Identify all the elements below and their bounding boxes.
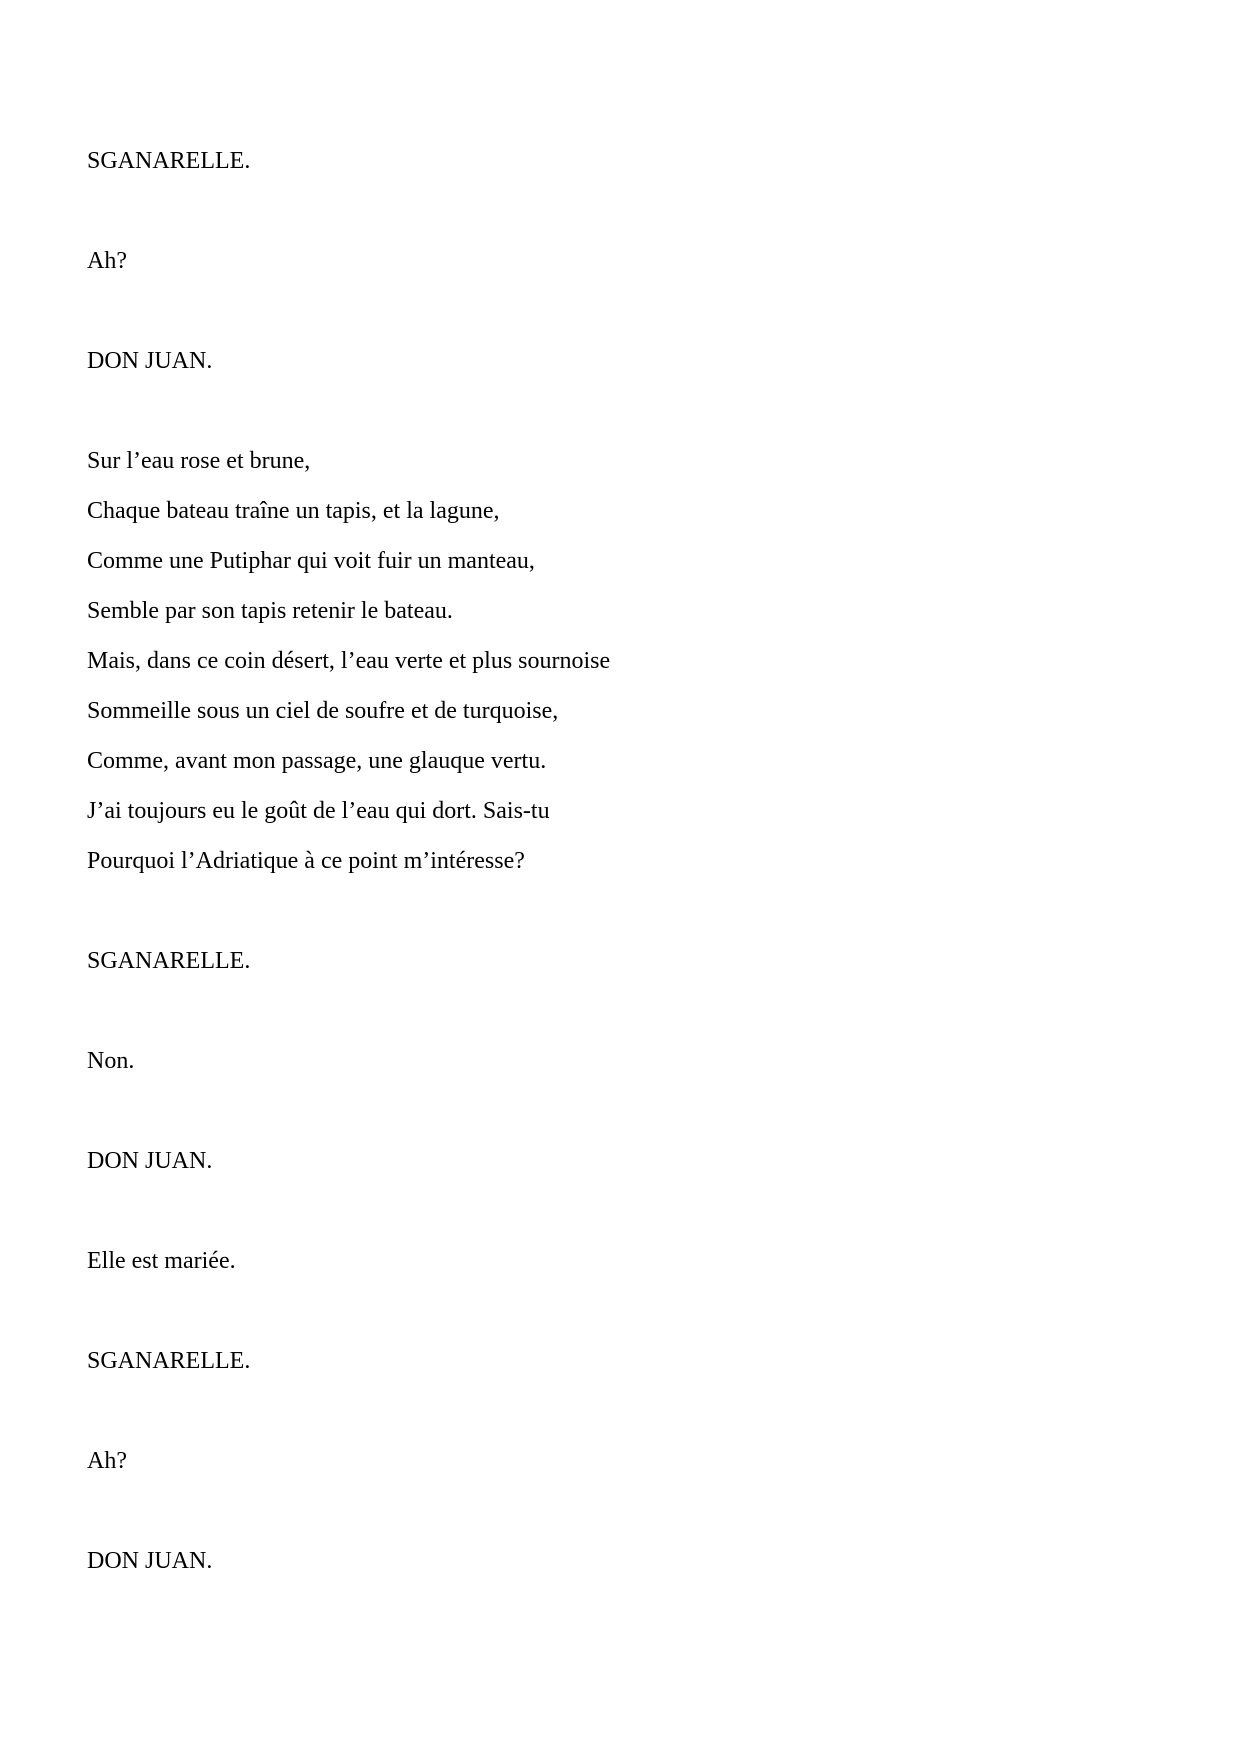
verse-line: Sommeille sous un ciel de soufre et de turquoise, [87, 698, 559, 724]
verse-line: Comme, avant mon passage, une glauque vertu. [87, 748, 547, 774]
verse-line: Semble par son tapis retenir le bateau. [87, 598, 453, 624]
dialogue-line: Ah? [87, 248, 127, 274]
verse-line: J’ai toujours eu le goût de l’eau qui dort. Sais-tu [87, 798, 550, 824]
verse-line: Mais, dans ce coin désert, l’eau verte et plus sournoise [87, 648, 611, 674]
verse-line: Comme une Putiphar qui voit fuir un manteau, [87, 548, 535, 574]
dialogue-line: Ah? [87, 1448, 127, 1474]
dialogue-line: Non. [87, 1048, 135, 1074]
verse-line: Chaque bateau traîne un tapis, et la lagune, [87, 498, 500, 524]
dialogue-line: Elle est mariée. [87, 1248, 236, 1274]
speaker-name: SGANARELLE. [87, 148, 251, 174]
speaker-name: SGANARELLE. [87, 948, 251, 974]
speaker-name: DON JUAN. [87, 1148, 213, 1174]
speaker-name: DON JUAN. [87, 348, 213, 374]
speaker-name: SGANARELLE. [87, 1348, 251, 1374]
verse-line: Sur l’eau rose et brune, [87, 448, 311, 474]
speaker-name: DON JUAN. [87, 1548, 213, 1574]
verse-line: Pourquoi l’Adriatique à ce point m’intéresse? [87, 848, 525, 874]
